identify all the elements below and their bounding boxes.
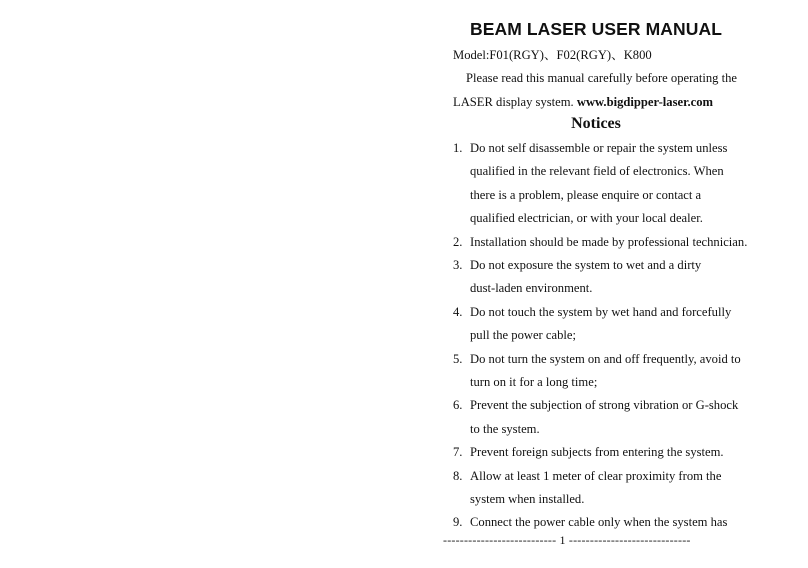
intro-line-2 [453,94,713,110]
model-line: Model:F01(RGY)、F02(RGY)、K800 [453,48,652,62]
notice-number: 4. [453,304,463,319]
notice-number: 6. [453,398,463,413]
intro-text: LASER display system. [453,95,577,109]
notice-text-line: Allow at least 1 meter of clear proximity from the [470,468,722,483]
notice-text-line: Prevent foreign subjects from entering the system. [470,445,724,460]
notice-number: 9. [453,515,463,530]
notice-text-line: there is a problem, please enquire or contact a [470,187,702,202]
notice-text-line: Connect the power cable only when the system has [470,515,728,530]
notice-text-line: pull the power cable; [470,328,576,343]
notice-text-line: Do not touch the system by wet hand and forcefully [470,304,732,319]
notice-text-line: Prevent the subjection of strong vibration or G-shock [470,398,739,413]
notice-text-line: qualified electrician, or with your local dealer. [470,211,703,226]
notices-heading: Notices [571,115,621,132]
notice-text-line: dust-laden environment. [470,281,593,296]
notice-text-line: to the system. [470,421,540,436]
manual-title: BEAM LASER USER MANUAL [469,19,723,39]
notice-text-line: Do not self disassemble or repair the system unless [470,141,728,155]
notice-text-line: system when installed. [470,492,585,506]
notice-text-line: Do not exposure the system to wet and a dirty [470,258,702,272]
notice-number: 7. [453,445,463,460]
notice-number: 1. [453,141,463,155]
website-link[interactable]: www.bigdipper-laser.com [576,95,714,109]
notice-number: 3. [453,258,463,272]
intro-line-1: Please read this manual carefully before operating the [466,71,737,85]
page-footer: --------------------------- 1 ----------------------------- [443,533,691,547]
notice-number: 5. [453,351,463,366]
notice-number: 2. [453,234,463,249]
notice-number: 8. [453,468,463,483]
notice-text-line: qualified in the relevant field of electronics. When [470,164,724,179]
notice-text-line: Installation should be made by professional technician. [470,234,748,249]
notice-text-line: turn on it for a long time; [470,375,598,389]
notice-text-line: Do not turn the system on and off frequently, avoid to [470,351,741,366]
